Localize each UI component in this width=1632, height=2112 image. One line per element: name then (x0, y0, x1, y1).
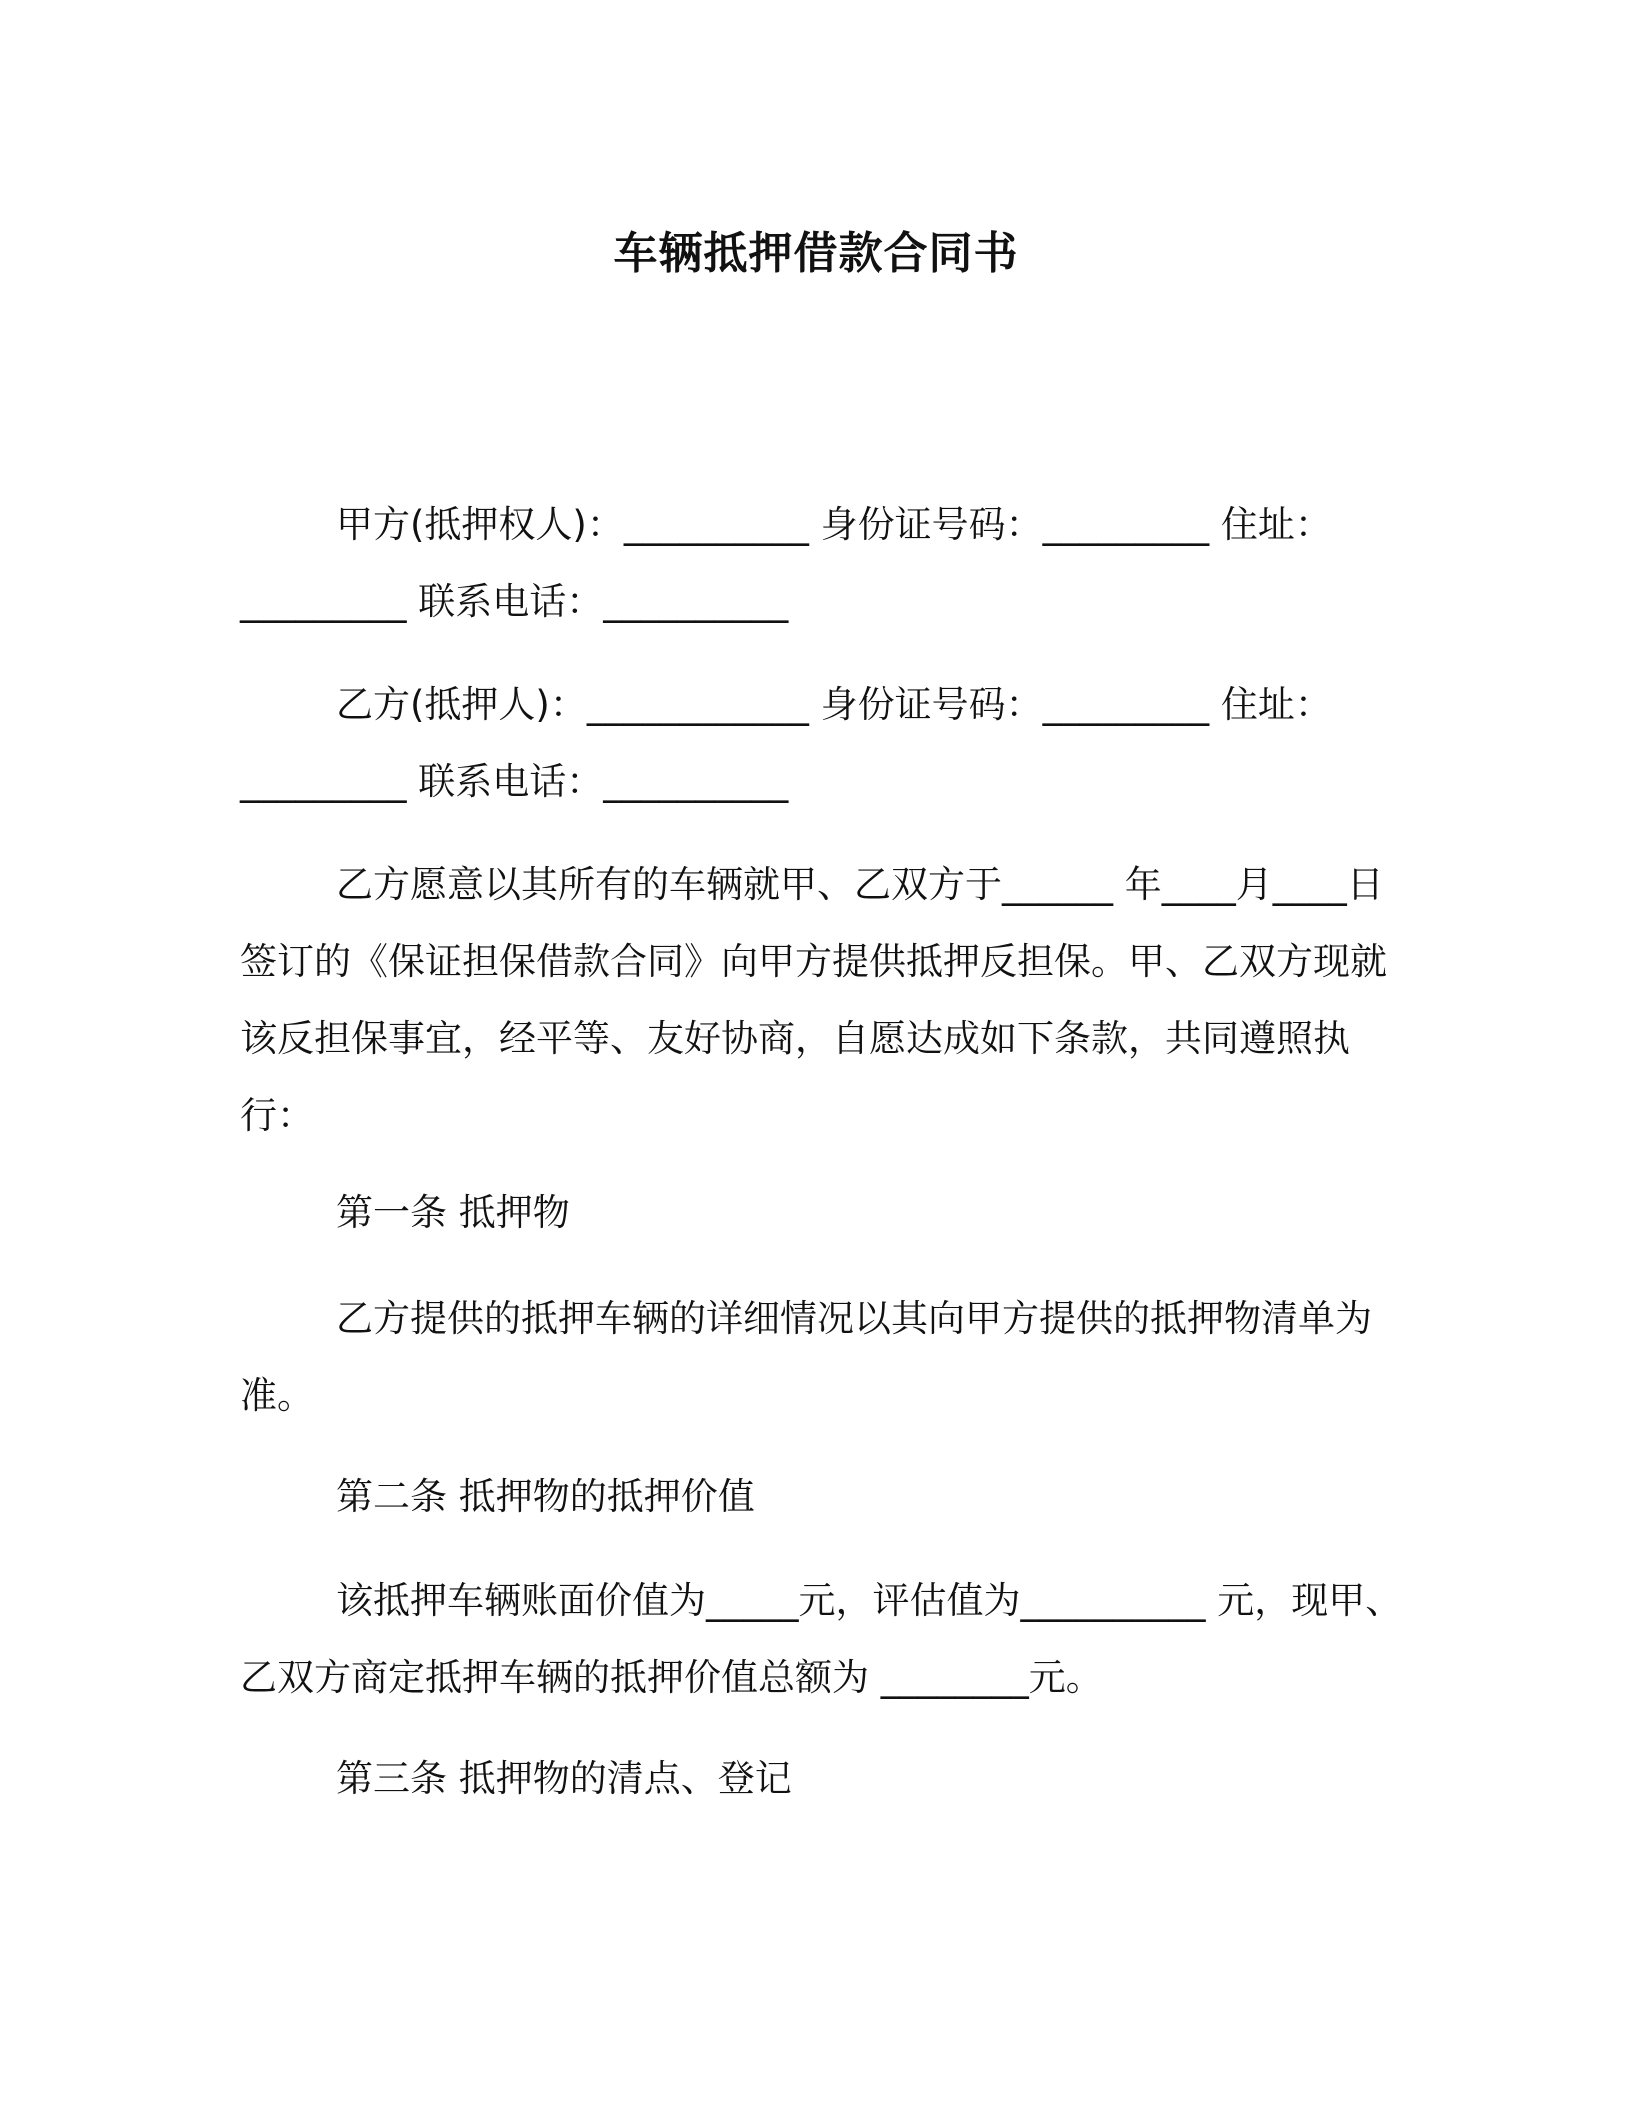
article-2-heading: 第二条 抵押物的抵押价值 (336, 1475, 755, 1518)
article-1-body: 乙方提供的抵押车辆的详细情况以其向甲方提供的抵押物清单为准。 (240, 1297, 1372, 1417)
document-title: 车辆抵押借款合同书 (613, 228, 1019, 279)
article-1-heading: 第一条 抵押物 (336, 1191, 570, 1234)
party-b-info: 乙方(抵押人)：____________ 身份证号码：_________ 住址：_________ 联系电话：__________ (240, 683, 1332, 803)
party-a-info: 甲方(抵押权人)：__________ 身份证号码：_________ 住址：_________ 联系电话：__________ (240, 503, 1332, 623)
article-2-body: 该抵押车辆账面价值为_____元，评估值为__________ 元，现甲、乙双方商定抵押车辆的抵押价值总额为 ________元。 (240, 1579, 1403, 1699)
preamble-paragraph: 乙方愿意以其所有的车辆就甲、乙双方于______ 年____月____日签订的《保证担保借款合同》向甲方提供抵押反担保。甲、乙双方现就该反担保事宜，经平等、友好协商，自愿达成如下条款，共同遵照执行： (240, 863, 1387, 1137)
article-3-heading: 第三条 抵押物的清点、登记 (336, 1757, 792, 1800)
